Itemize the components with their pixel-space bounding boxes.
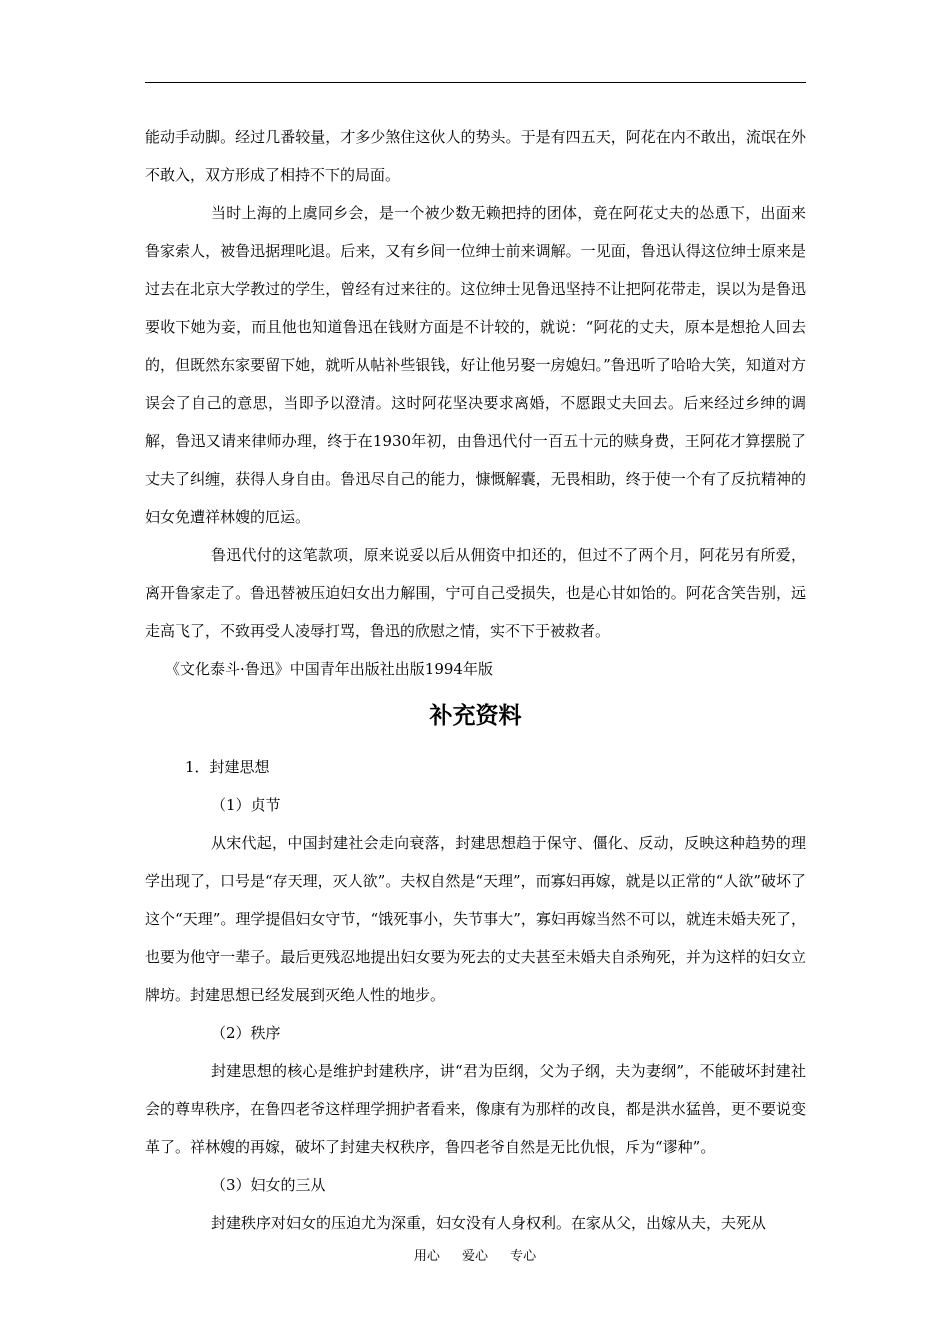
- subheading-three-obediences: （3）妇女的三从: [211, 1176, 326, 1194]
- page-footer: 用心 爱心 专心: [413, 1249, 537, 1264]
- header-rule: [145, 82, 806, 83]
- subheading-order: （2）秩序: [211, 1024, 281, 1042]
- source-citation: 《文化泰斗·鲁迅》中国青年出版社出版1994年版: [165, 660, 493, 678]
- paragraph: 鲁迅代付的这笔款项，原来说妥以后从佣资中扣还的，但过不了两个月，阿花另有所爱，离开鲁家走了。鲁迅替被压迫妇女出力解围，宁可自己受损失，也是心甘如饴的。阿花含笑告别，远走高飞了，不致再受人凌辱打骂，鲁迅的欣慰之情，实不下于被救者。: [145, 546, 806, 640]
- section-title: 补充资料: [429, 703, 522, 729]
- paragraph: 能动手动脚。经过几番较量，才多少煞住这伙人的势头。于是有四五天，阿花在内不敢出，流氓在外不敢入，双方形成了相持不下的局面。: [145, 128, 806, 184]
- paragraph: 封建思想的核心是维护封建秩序，讲“君为臣纲，父为子纲，夫为妻纲”，不能破坏封建社会的尊卑秩序，在鲁四老爷这样理学拥护者看来，像康有为那样的改良，都是洪水猛兽，更不要说变革了。祥林嫂的再嫁，破坏了封建夫权秩序，鲁四老爷自然是无比仇恨，斥为“谬种”。: [145, 1062, 806, 1156]
- paragraph: 封建秩序对妇女的压迫尤为深重，妇女没有人身权利。在家从父，出嫁从夫，夫死从: [211, 1214, 767, 1232]
- paragraph: 从宋代起，中国封建社会走向衰落，封建思想趋于保守、僵化、反动，反映这种趋势的理学出现了，口号是“存天理，灭人欲”。夫权自然是“天理”，而寡妇再嫁，就是以正常的“人欲”破坏了这个“天理”。理学提倡妇女守节，“饿死事小，失节事大”，寡妇再嫁当然不可以，就连未婚夫死了，也要为他守一辈子。最后更残忍地提出妇女要为死去的丈夫甚至未婚夫自杀殉死，并为这样的妇女立牌坊。封建思想已经发展到灭绝人性的地步。: [145, 834, 807, 1004]
- heading-feudal-thought: 1．封建思想: [185, 758, 270, 776]
- paragraph: 当时上海的上虞同乡会，是一个被少数无赖把持的团体，竟在阿花丈夫的怂恿下，出面来鲁家索人，被鲁迅据理叱退。后来，又有乡间一位绅士前来调解。一见面，鲁迅认得这位绅士原来是过去在北京大学教过的学生，曾经有过来往的。这位绅士见鲁迅坚持不让把阿花带走，误以为是鲁迅要收下她为妾，而且他也知道鲁迅在钱财方面是不计较的，就说：“阿花的丈夫，原本是想抢人回去的，但既然东家要留下她，就听从帖补些银钱，好让他另娶一房媳妇。”鲁迅听了哈哈大笑，知道对方误会了自己的意思，当即予以澄清。这时阿花坚决要求离婚，不愿跟丈夫回去。后来经过乡绅的调解，鲁迅又请来律师办理，终于在1930年初，由鲁迅代付一百五十元的赎身费，王阿花才算摆脱了丈夫了纠缠，获得人身自由。鲁迅尽自己的能力，慷慨解囊，无畏相助，终于使一个有了反抗精神的妇女免遭祥林嫂的厄运。: [145, 204, 806, 526]
- main-content: [145, 118, 806, 1242]
- subheading-chastity: （1）贞节: [211, 796, 281, 814]
